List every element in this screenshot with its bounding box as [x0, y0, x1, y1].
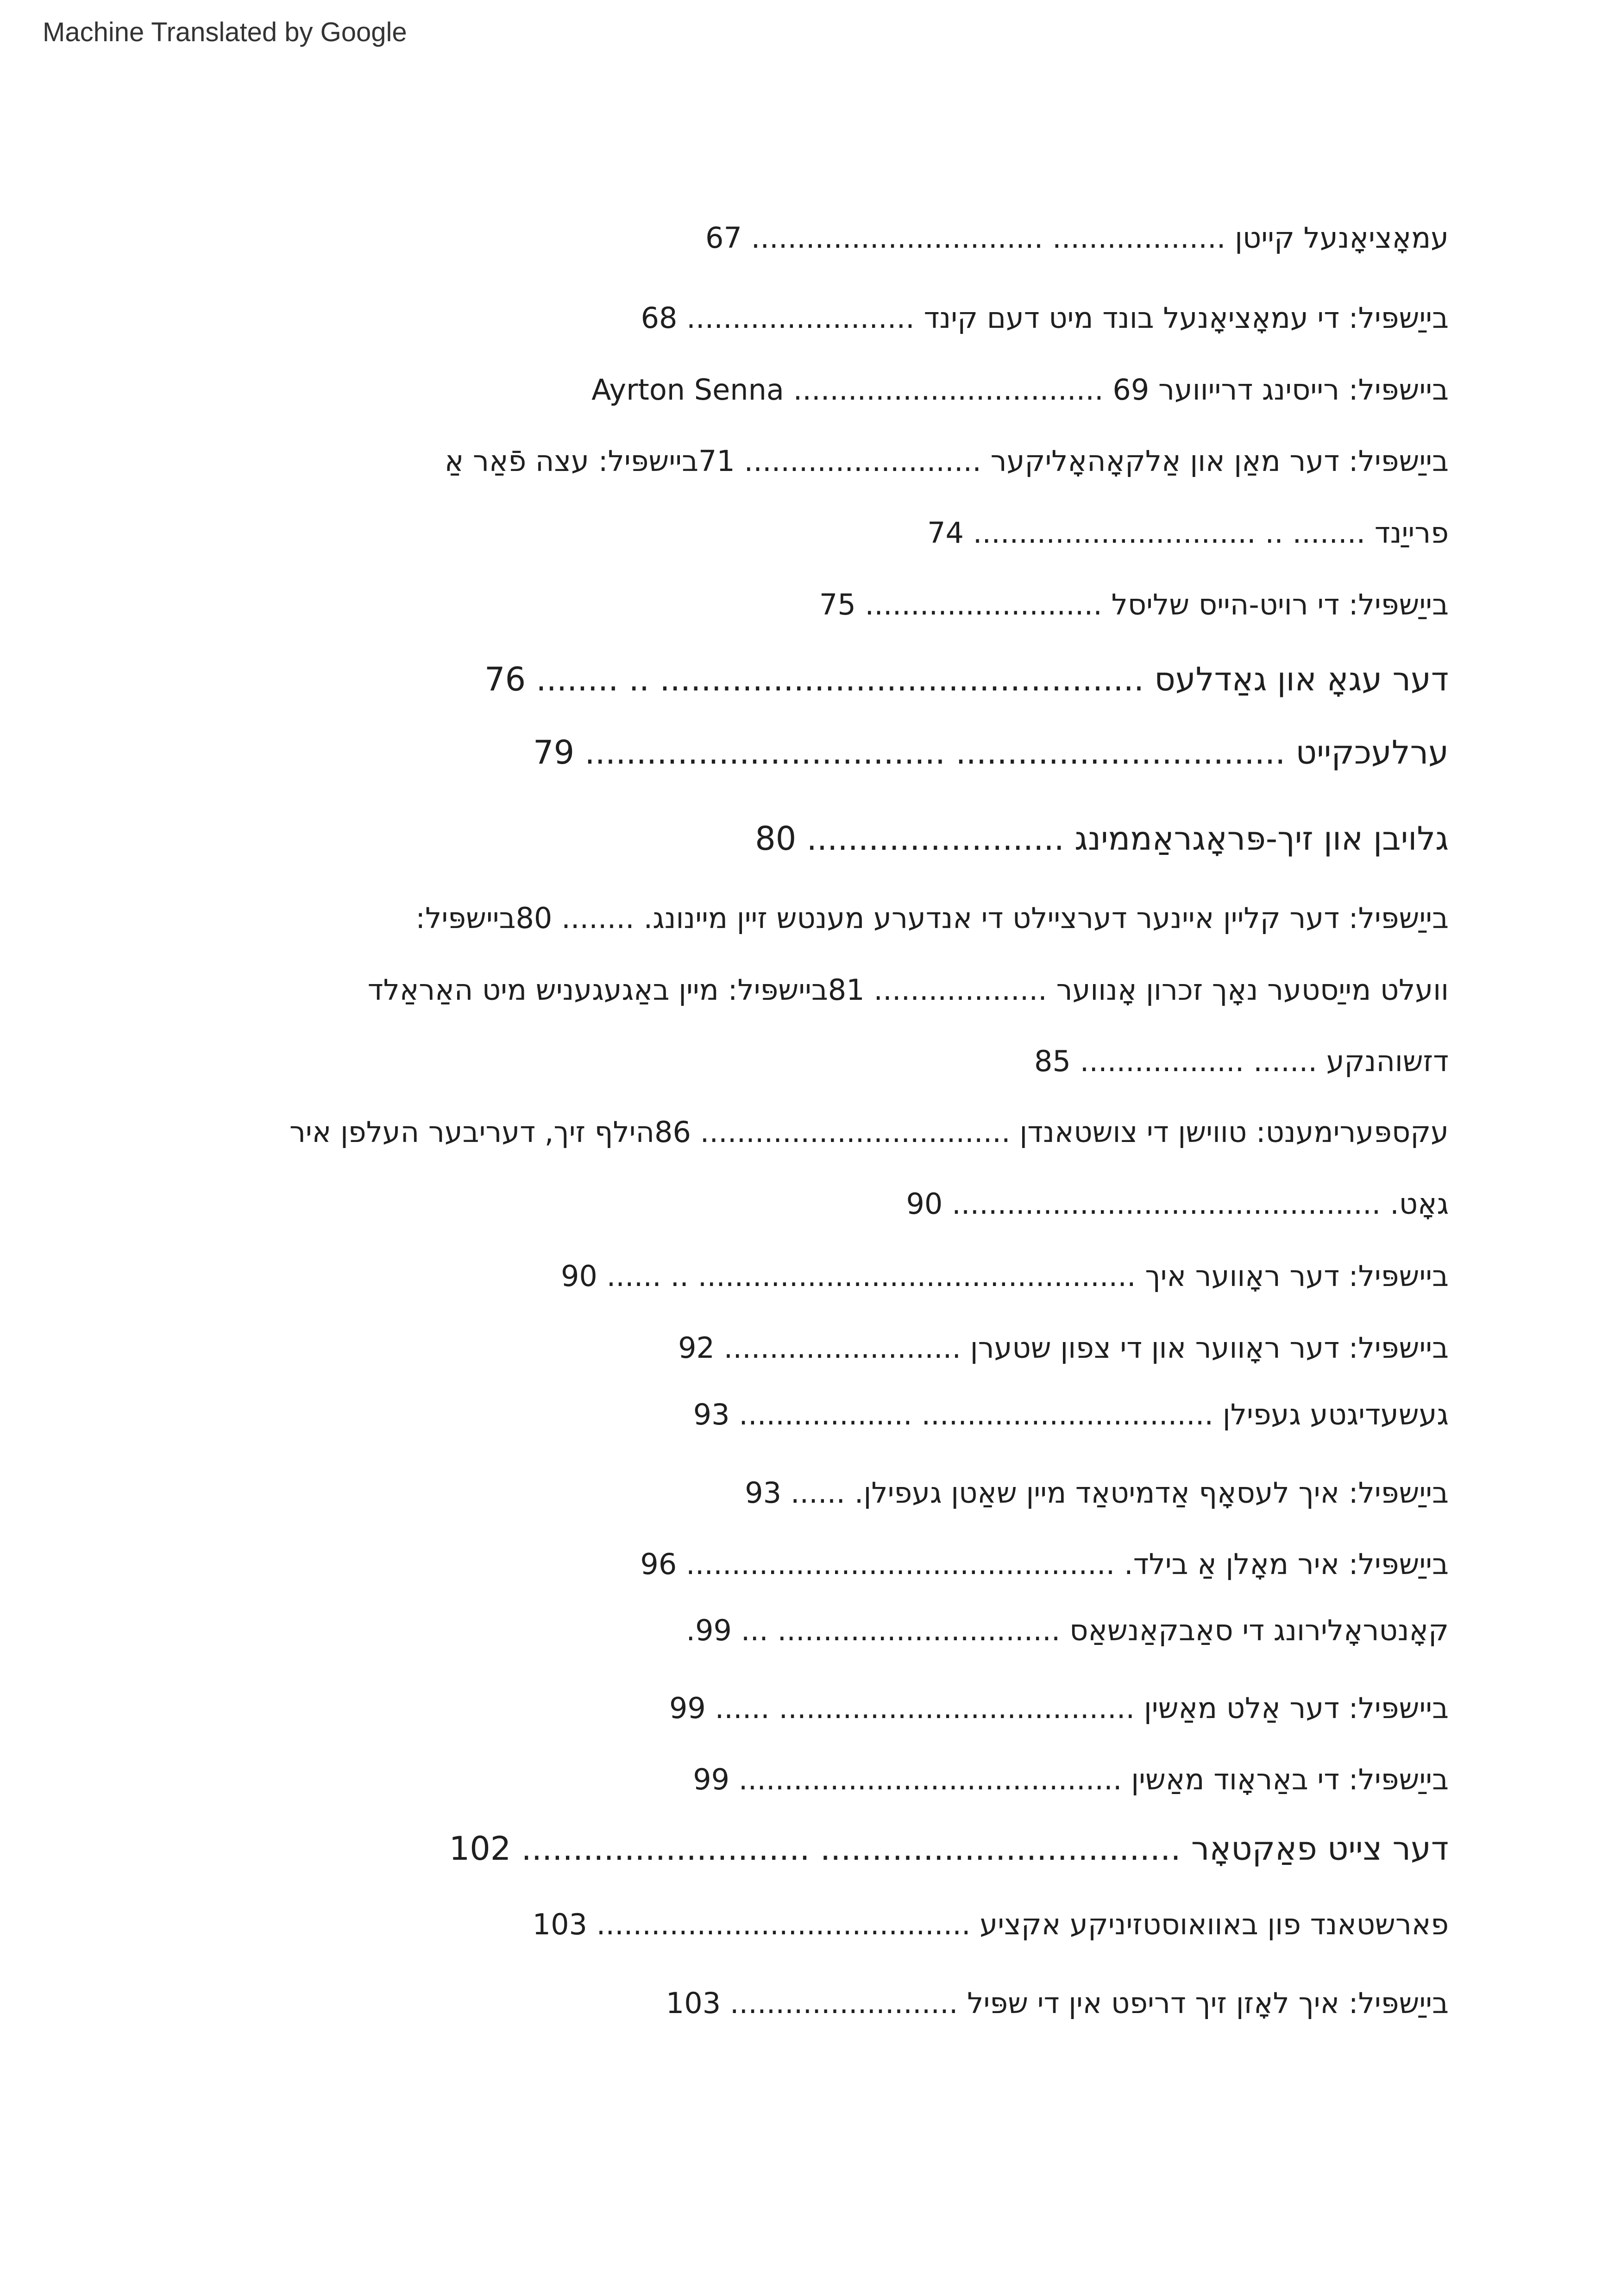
- toc-entry: בייַשפּיל: דער מאַן און אַלקאָהאָליקער .......................... 71ביישפּיל: עצה פֿאַר אַ: [444, 444, 1449, 478]
- toc-entry: בייַשפּיל: איר מאָלן אַ בילד. ............................................... 96: [640, 1547, 1449, 1581]
- toc-entry: בייַשפּיל: דער קליין איינער דערציילט די אנדערע מענטש זיין מיינונג. ........ 80ביישפּיל:: [415, 901, 1449, 935]
- toc-entry: ביישפּיל: רייסינג דרייווער 69 .................................. Ayrton Senna: [591, 373, 1449, 407]
- toc-entry: דער עגאָ און גאַדלעס ............................................... .. ........ 76: [484, 660, 1449, 698]
- toc-entry: עמאָציאָנעל קייטן ................... ................................ 67: [705, 221, 1449, 255]
- toc-entry: פרייַנד ........ .. ............................... 74: [927, 516, 1449, 550]
- toc-entry: ביישפּיל: דער ראָווער און די צפון שטערן .......................... 92: [678, 1331, 1449, 1365]
- toc-entry: בייַשפּיל: איך לעסאָף אַדמיטאַד מיין שאַטן געפילן. ...... 93: [745, 1476, 1449, 1510]
- toc-entry: וועלט מייַסטער נאָך זכרון אָנווער ................... 81ביישפּיל: מיין באַגעגעניש מיט האַראַלד: [367, 973, 1449, 1007]
- toc-entry: געשעדיגטע געפילן ................................ ................... 93: [693, 1398, 1449, 1431]
- toc-entry: גלויבן און זיך-פּראָגראַממינג ......................... 80: [755, 820, 1449, 858]
- toc-entry: בייַשפּיל: די רויט-הייס שליסל .......................... 75: [819, 588, 1449, 621]
- machine-translation-banner: Machine Translated by Google: [43, 17, 407, 47]
- toc-entry: דער צייט פאַקטאָר ................................... ............................ 102: [449, 1830, 1449, 1868]
- toc-entry: ערלעכקייט ................................ ................................... 79: [533, 734, 1449, 772]
- toc-entry: פארשטאנד פון באוואוסטזיניקע אקציע ......................................... 103: [532, 1907, 1449, 1941]
- toc-entry: דזשוהנקע ....... .................. 85: [1034, 1044, 1449, 1078]
- toc-entry: ביישפּיל: דער אַלט מאַשין ....................................... ...... 99: [669, 1691, 1449, 1725]
- toc-entry: בייַשפּיל: די באַראָוד מאַשין .......................................... 99: [693, 1763, 1449, 1796]
- toc-entry: בייַשפּיל: די עמאָציאָנעל בונד מיט דעם קינד ......................... 68: [641, 301, 1449, 335]
- toc-entry: עקספּערימענט: טווישן די צושטאנדן .................................. 86הילף זיך, דעריבער העלפן איר: [289, 1115, 1449, 1149]
- toc-entry: בייַשפּיל: איך לאָזן זיך דריפט אין די שפּיל ......................... 103: [666, 1986, 1449, 2020]
- toc-entry: קאָנטראָלירונג די סאַבקאַנשאַס ............................... ... 99.: [686, 1613, 1449, 1647]
- toc-entry: ביישפּיל: דער ראָווער איך ................................................ .. ...... 90: [560, 1259, 1449, 1293]
- toc-entry: גאָט. ............................................... 90: [906, 1187, 1449, 1221]
